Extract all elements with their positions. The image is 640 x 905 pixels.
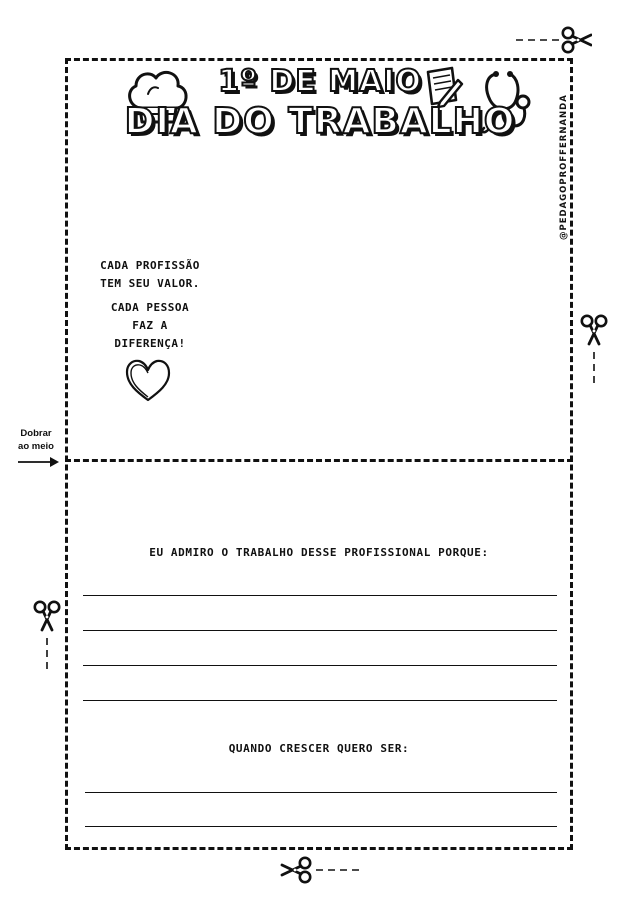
writing-line [83, 630, 557, 631]
front-message-line: DIFERENÇA! [114, 337, 186, 350]
fold-instruction-line: Dobrar [20, 428, 52, 439]
front-message-line: CADA PESSOA [110, 301, 190, 314]
arrow-right-icon [16, 456, 62, 468]
front-message-line: TEM SEU VALOR. [100, 277, 200, 290]
fold-instruction [8, 427, 64, 453]
writing-line [83, 700, 557, 701]
future-career-prompt: QUANDO CRESCER QUERO SER: [228, 742, 410, 755]
scissors-icon [27, 596, 67, 676]
title-line-2: DIA DO TRABALHO [124, 101, 516, 142]
fold-line [65, 459, 573, 462]
front-message-line: CADA PROFISSÃO [100, 259, 200, 272]
writing-line [83, 665, 557, 666]
title-line-1: 1º DE MAIO [218, 64, 422, 99]
cut-out-card-border [65, 58, 573, 850]
front-message-line: FAZ A [132, 319, 168, 332]
writing-line [85, 826, 557, 827]
admire-prompt: EU ADMIRO O TRABALHO DESSE PROFISSIONAL PORQUE: [149, 546, 489, 559]
front-message-2 [80, 299, 220, 353]
writing-line [83, 595, 557, 596]
scissors-icon [276, 850, 362, 890]
scissors-icon [510, 22, 592, 58]
scissors-icon [574, 310, 614, 390]
author-watermark: @PEDAGOPROFFERNANDA [559, 94, 569, 240]
fold-instruction-line: ao meio [18, 441, 54, 452]
front-message-1 [80, 257, 220, 293]
writing-line [85, 792, 557, 793]
heart-icon [123, 356, 173, 404]
